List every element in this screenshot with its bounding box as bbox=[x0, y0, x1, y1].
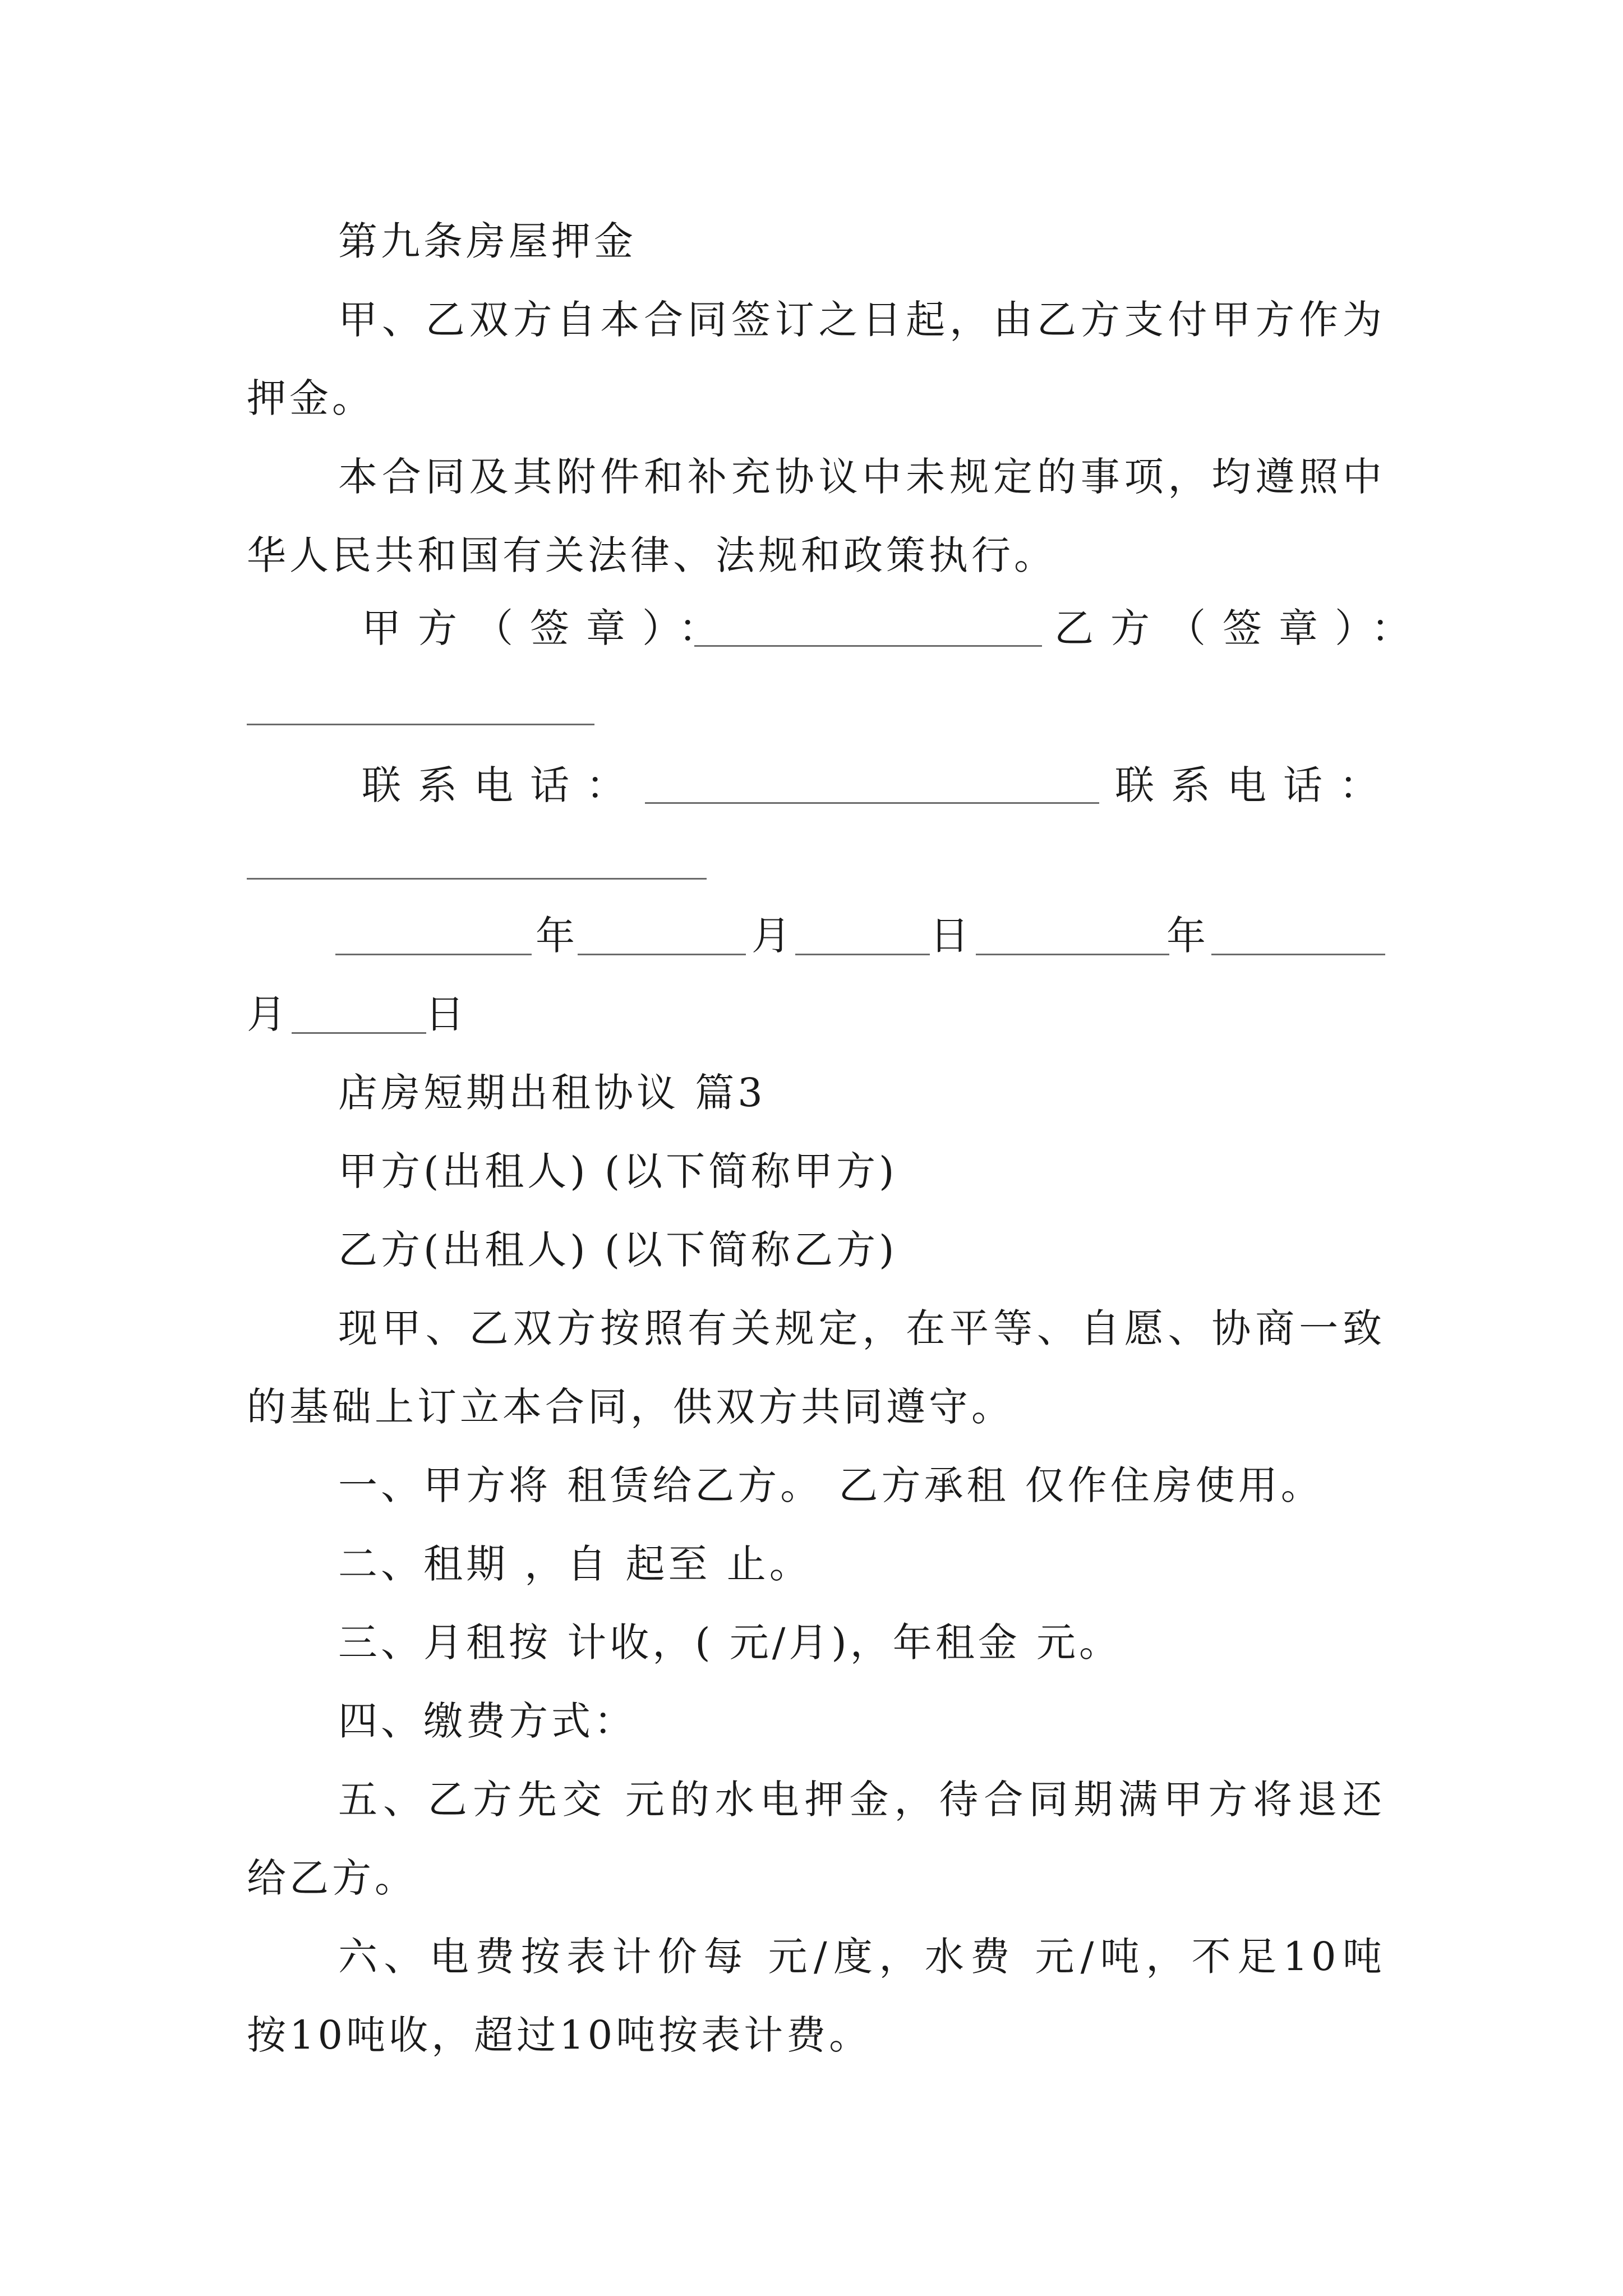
party-a-year-blank bbox=[335, 954, 532, 955]
party-b-day-label: 日 bbox=[425, 991, 464, 1037]
party-a-definition: 甲方(出租人) (以下简称甲方) bbox=[338, 1148, 898, 1194]
article-9-paragraph-2-line-2: 华人民共和国有关法律、法规和政策执行。 bbox=[247, 532, 1057, 578]
clause-2: 二、租期 ，自 起至 止。 bbox=[338, 1541, 812, 1587]
party-b-definition: 乙方(出租人) (以下简称乙方) bbox=[338, 1227, 898, 1273]
article-9-paragraph-2-line-1: 本合同及其附件和补充协议中未规定的事项，均遵照中 bbox=[338, 454, 1385, 500]
signature-row bbox=[247, 605, 1427, 654]
party-a-phone-blank bbox=[645, 802, 1099, 804]
clause-6-line-1: 六、电费按表计价每 元/度，水费 元/吨，不足10吨 bbox=[338, 1934, 1385, 1980]
intro-line-2: 的基础上订立本合同，供双方共同遵守。 bbox=[247, 1384, 1014, 1430]
party-b-month-label: 月 bbox=[247, 991, 286, 1037]
intro-line-1: 现甲、乙双方按照有关规定，在平等、自愿、协商一致 bbox=[338, 1305, 1385, 1351]
party-b-month-blank bbox=[1211, 954, 1385, 955]
clause-6-line-2: 按10吨收，超过10吨按表计费。 bbox=[247, 2012, 872, 2058]
clause-1: 一、甲方将 租赁给乙方。 乙方承租 仅作住房使用。 bbox=[338, 1462, 1324, 1508]
party-a-phone-label: 联系电话： bbox=[362, 762, 642, 808]
party-b-signature-blank bbox=[247, 724, 594, 725]
party-b-signature-label: 乙方（签章）： bbox=[1054, 605, 1427, 651]
clause-5-line-2: 给乙方。 bbox=[247, 1855, 417, 1901]
party-a-signature-blank bbox=[694, 645, 1042, 647]
party-b-year-label: 年 bbox=[1166, 913, 1206, 959]
article-9-paragraph-1-line-1: 甲、乙双方自本合同签订之日起，由乙方支付甲方作为 bbox=[338, 297, 1385, 343]
phone-row bbox=[247, 762, 1395, 811]
party-b-phone-blank bbox=[247, 878, 707, 880]
article-9-paragraph-1-line-2: 押金。 bbox=[247, 375, 375, 421]
party-a-day-label: 日 bbox=[930, 913, 969, 959]
party-b-day-blank bbox=[292, 1032, 426, 1034]
party-b-phone-label: 联系电话： bbox=[1115, 762, 1395, 808]
party-a-year-label: 年 bbox=[536, 913, 575, 959]
section-3-title: 店房短期出租协议 篇3 bbox=[338, 1070, 766, 1116]
party-a-month-label: 月 bbox=[751, 913, 791, 959]
party-a-signature-label: 甲方（签章）： bbox=[362, 605, 735, 651]
clause-4: 四、缴费方式： bbox=[338, 1698, 637, 1744]
party-a-month-blank bbox=[578, 954, 746, 955]
party-a-day-blank bbox=[795, 954, 930, 955]
party-b-year-blank bbox=[976, 954, 1169, 955]
article-9-title: 第九条房屋押金 bbox=[338, 218, 637, 264]
clause-3: 三、月租按 计收，( 元/月)，年租金 元。 bbox=[338, 1619, 1122, 1665]
clause-5-line-1: 五、乙方先交 元的水电押金，待合同期满甲方将退还 bbox=[338, 1777, 1385, 1823]
